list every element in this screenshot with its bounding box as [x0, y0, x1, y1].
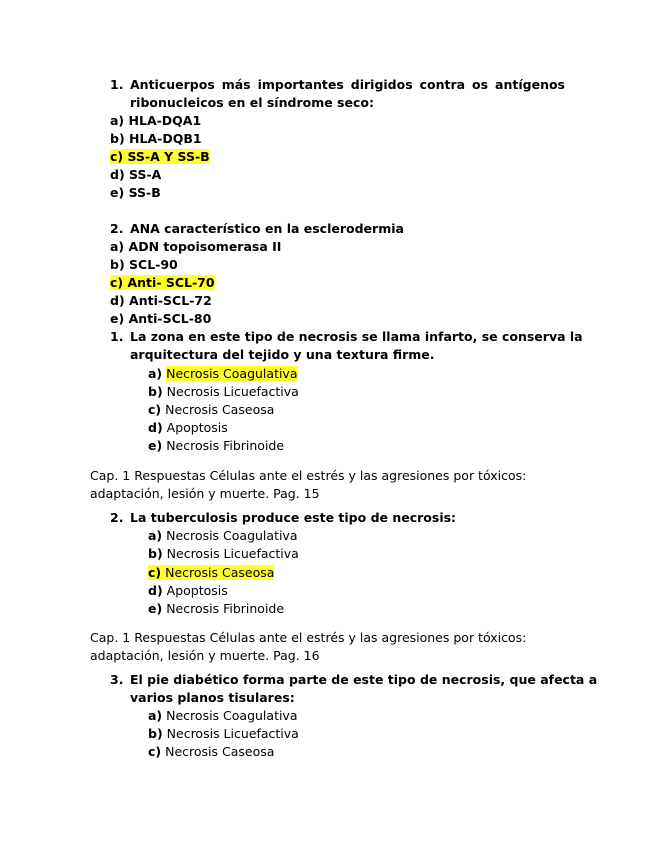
option-label: b)	[148, 384, 163, 399]
option-label: c)	[148, 744, 162, 759]
option-text: ADN topoisomerasa II	[128, 239, 282, 254]
option	[148, 725, 299, 743]
option	[148, 545, 299, 563]
question-text: La zona en este tipo de necrosis se llama infarto, se conserva la	[130, 329, 583, 344]
question-number: 2.	[110, 221, 124, 236]
option-label: b)	[110, 131, 125, 146]
option-text: SS-B	[128, 185, 161, 200]
option	[148, 600, 284, 618]
option-text: Necrosis Licuefactiva	[166, 546, 299, 561]
option-label: e)	[148, 438, 163, 453]
option-correct	[148, 365, 298, 383]
option-text: Necrosis Fibrinoide	[166, 601, 285, 616]
option-label: c)	[110, 149, 124, 164]
question-text: ANA característico en la esclerodermia	[130, 221, 404, 236]
option	[110, 184, 161, 202]
option-label: c)	[110, 275, 124, 290]
option-text: Anti-SCL-80	[128, 311, 212, 326]
option	[110, 112, 201, 130]
option	[148, 437, 284, 455]
option-text: Necrosis Coagulativa	[166, 366, 298, 381]
option-text: Necrosis Caseosa	[165, 402, 275, 417]
option-label: b)	[148, 726, 163, 741]
question-number: 1.	[110, 77, 124, 92]
option	[110, 238, 281, 256]
option	[148, 743, 274, 761]
option-text: Necrosis Coagulativa	[166, 528, 298, 543]
option-label: d)	[148, 420, 163, 435]
question-text: La tuberculosis produce este tipo de necrosis:	[130, 510, 457, 525]
option	[148, 527, 298, 545]
option-text: HLA-DQB1	[129, 131, 202, 146]
option-text: Necrosis Caseosa	[165, 744, 275, 759]
question-number: 2.	[110, 510, 124, 525]
option-text: Necrosis Fibrinoide	[166, 438, 285, 453]
reference-text: adaptación, lesión y muerte. Pag. 15	[90, 486, 320, 501]
question-text: varios planos tisulares:	[130, 690, 295, 705]
option-text: SCL-90	[129, 257, 178, 272]
option	[148, 707, 298, 725]
option-label: d)	[110, 293, 125, 308]
option-label: a)	[110, 239, 125, 254]
option-correct	[148, 564, 274, 582]
option	[148, 582, 228, 600]
option	[110, 166, 161, 184]
option-text: Necrosis Caseosa	[165, 565, 275, 580]
reference-text: adaptación, lesión y muerte. Pag. 16	[90, 648, 320, 663]
option-text: Necrosis Coagulativa	[166, 708, 298, 723]
option-label: e)	[148, 601, 163, 616]
option-text: Necrosis Licuefactiva	[166, 384, 299, 399]
option-text: Anti- SCL-70	[127, 275, 215, 290]
option-label: b)	[148, 546, 163, 561]
question-text: ribonucleicos en el síndrome seco:	[130, 95, 374, 110]
option-label: e)	[110, 311, 125, 326]
question-number: 1.	[110, 329, 124, 344]
option-text: Apoptosis	[166, 583, 228, 598]
option	[110, 292, 212, 310]
option-label: a)	[110, 113, 125, 128]
reference-text: Cap. 1 Respuestas Células ante el estrés y las agresiones por tóxicos:	[90, 630, 527, 645]
option	[148, 383, 299, 401]
question-text: arquitectura del tejido y una textura firme.	[130, 347, 435, 362]
option-label: b)	[110, 257, 125, 272]
option	[110, 310, 211, 328]
question-text: Anticuerpos más importantes dirigidos contra os antígenos	[130, 77, 565, 92]
option	[148, 401, 274, 419]
option-label: a)	[148, 366, 163, 381]
option-correct	[110, 274, 215, 292]
option-label: d)	[148, 583, 163, 598]
option-text: SS-A	[129, 167, 162, 182]
option-text: Apoptosis	[166, 420, 228, 435]
option-label: d)	[110, 167, 125, 182]
option-text: Anti-SCL-72	[129, 293, 212, 308]
reference-text: Cap. 1 Respuestas Células ante el estrés y las agresiones por tóxicos:	[90, 468, 527, 483]
option-label: a)	[148, 708, 163, 723]
option	[110, 130, 202, 148]
option	[110, 256, 178, 274]
option-label: c)	[148, 402, 162, 417]
question-number: 3.	[110, 672, 124, 687]
option-text: Necrosis Licuefactiva	[166, 726, 299, 741]
option-text: SS-A Y SS-B	[127, 149, 210, 164]
option-label: c)	[148, 565, 162, 580]
option-correct	[110, 148, 210, 166]
option-label: a)	[148, 528, 163, 543]
question-text: El pie diabético forma parte de este tipo de necrosis, que afecta a	[130, 672, 598, 687]
option	[148, 419, 228, 437]
option-label: e)	[110, 185, 125, 200]
option-text: HLA-DQA1	[128, 113, 202, 128]
